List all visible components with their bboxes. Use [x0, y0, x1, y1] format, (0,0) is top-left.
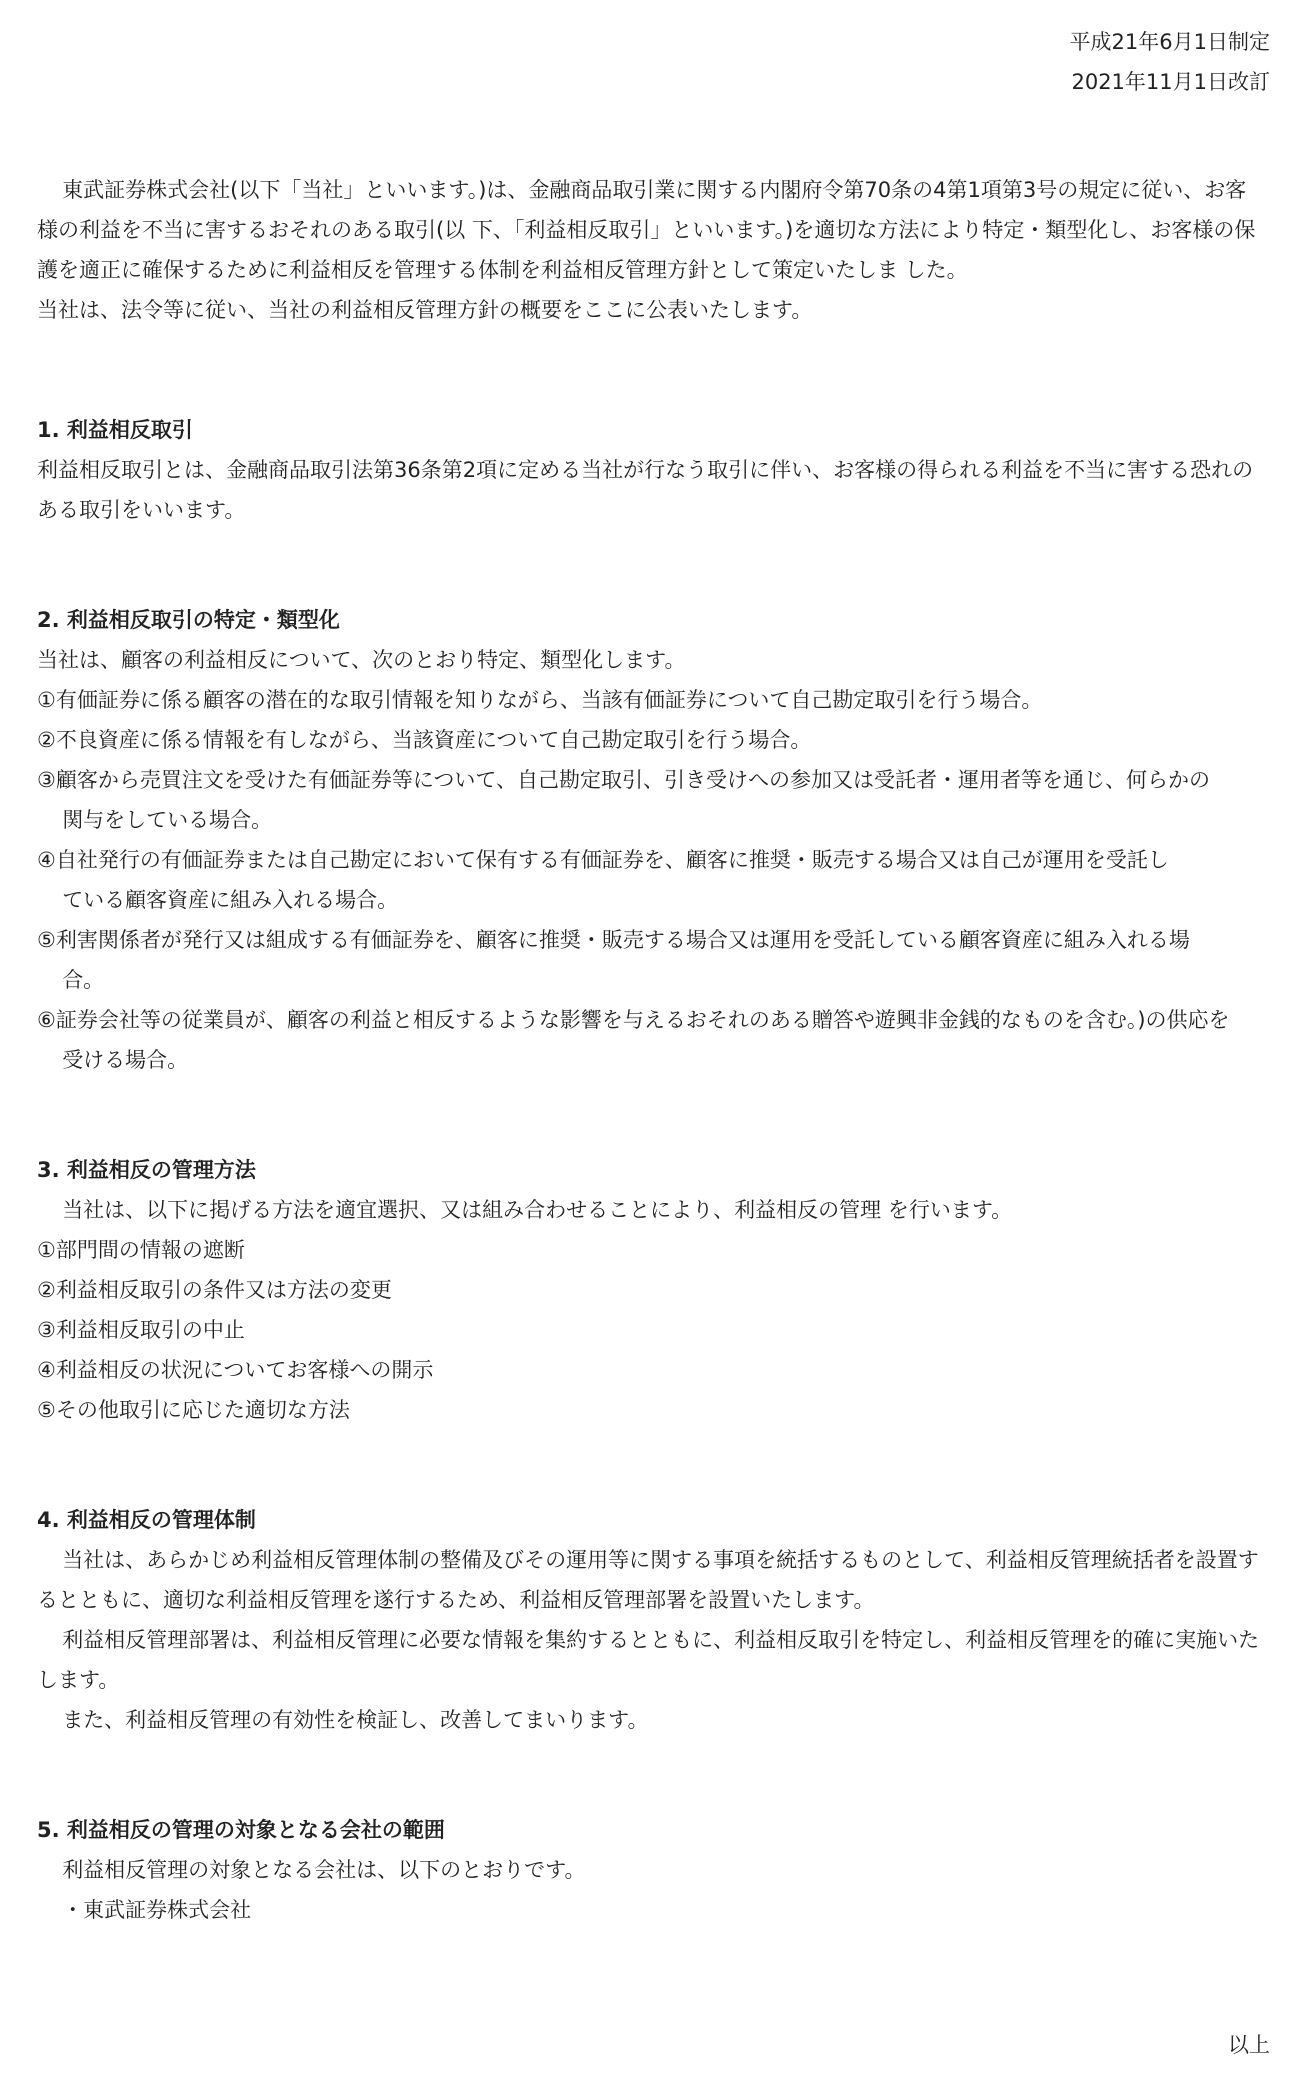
list-item: ③利益相反取引の中止: [37, 1318, 245, 1342]
section-management-methods: [37, 1150, 1262, 1430]
section-management-structure: [37, 1500, 1262, 1740]
list-item: ⑥証券会社等の従業員が、顧客の利益と相反するような影響を与えるおそれのある贈答や遊興非金銭的なものを含む。)の供応を受ける場合。: [37, 1008, 1230, 1072]
section-heading: 1. 利益相反取引: [37, 418, 193, 442]
intro-publication-note: 当社は、法令等に従い、当社の利益相反管理方針の概要をここに公表いたします。: [37, 298, 813, 322]
intro-paragraph: 東武証券株式会社(以下「当社」といいます。)は、金融商品取引業に関する内閣府令第70条の4第1項第3号の規定に従い、お客様の利益を不当に害するおそれのある取引(以 下、「利益相反取引」といいます。)を適切な方法により特定・類型化し、お客様の保護を適正に確保するために利益相反を管理する体制を利益相反管理方針として策定いたしま した。: [37, 178, 1256, 282]
list-item: ①有価証券に係る顧客の潜在的な取引情報を知りながら、当該有価証券について自己勘定取引を行う場合。: [37, 688, 1043, 712]
section-heading: 4. 利益相反の管理体制: [37, 1508, 256, 1532]
section-heading: 3. 利益相反の管理方法: [37, 1158, 256, 1182]
document-body: [37, 170, 1262, 1930]
section-lead: 利益相反管理の対象となる会社は、以下のとおりです。: [62, 1858, 586, 1882]
section-lead: 当社は、顧客の利益相反について、次のとおり特定、類型化します。: [37, 648, 686, 672]
company-list-item: ・東武証券株式会社: [62, 1898, 252, 1922]
list-item: ①部門間の情報の遮断: [37, 1238, 245, 1262]
list-item: ⑤利害関係者が発行又は組成する有価証券を、顧客に推奨・販売する場合又は運用を受託している顧客資産に組み入れる場合。: [37, 928, 1190, 992]
list-item: ②不良資産に係る情報を有しながら、当該資産について自己勘定取引を行う場合。: [37, 728, 812, 752]
section-lead: 当社は、以下に掲げる方法を適宜選択、又は組み合わせることにより、利益相反の管理 を行います。: [62, 1198, 1013, 1222]
list-item: ④自社発行の有価証券または自己勘定において保有する有価証券を、顧客に推奨・販売する場合又は自己が運用を受託している顧客資産に組み入れる場合。: [37, 848, 1169, 912]
closing-mark: 以上: [1228, 2033, 1270, 2057]
section-paragraph: また、利益相反管理の有効性を検証し、改善してまいります。: [62, 1708, 649, 1732]
list-item: ④利益相反の状況についてお客様への開示: [37, 1358, 434, 1382]
established-date: 平成21年6月1日制定: [1069, 30, 1270, 54]
section-paragraph: 利益相反管理部署は、利益相反管理に必要な情報を集約するとともに、利益相反取引を特定し、利益相反管理を的確に実施いたします。: [37, 1628, 1260, 1692]
section-heading: 5. 利益相反の管理の対象となる会社の範囲: [37, 1818, 445, 1842]
section-body: 利益相反取引とは、金融商品取引法第36条第2項に定める当社が行なう取引に伴い、お客様の得られる利益を不当に害する恐れのある取引をいいます。: [37, 458, 1254, 522]
list-item: ⑤その他取引に応じた適切な方法: [37, 1398, 350, 1422]
section-covered-companies: [37, 1810, 1262, 1930]
section-conflict-transactions: [37, 410, 1262, 530]
section-identification: [37, 600, 1262, 1080]
date-block: [1070, 22, 1270, 102]
list-item: ②利益相反取引の条件又は方法の変更: [37, 1278, 392, 1302]
section-heading: 2. 利益相反取引の特定・類型化: [37, 608, 340, 632]
list-item: ③顧客から売買注文を受けた有価証券等について、自己勘定取引、引き受けへの参加又は受託者・運用者等を通じ、何らかの関与をしている場合。: [37, 768, 1210, 832]
section-paragraph: 当社は、あらかじめ利益相反管理体制の整備及びその運用等に関する事項を統括するものとして、利益相反管理統括者を設置するとともに、適切な利益相反管理を遂行するため、利益相反管理部署を設置いたします。: [37, 1548, 1259, 1612]
revised-date: 2021年11月1日改訂: [1071, 70, 1270, 94]
